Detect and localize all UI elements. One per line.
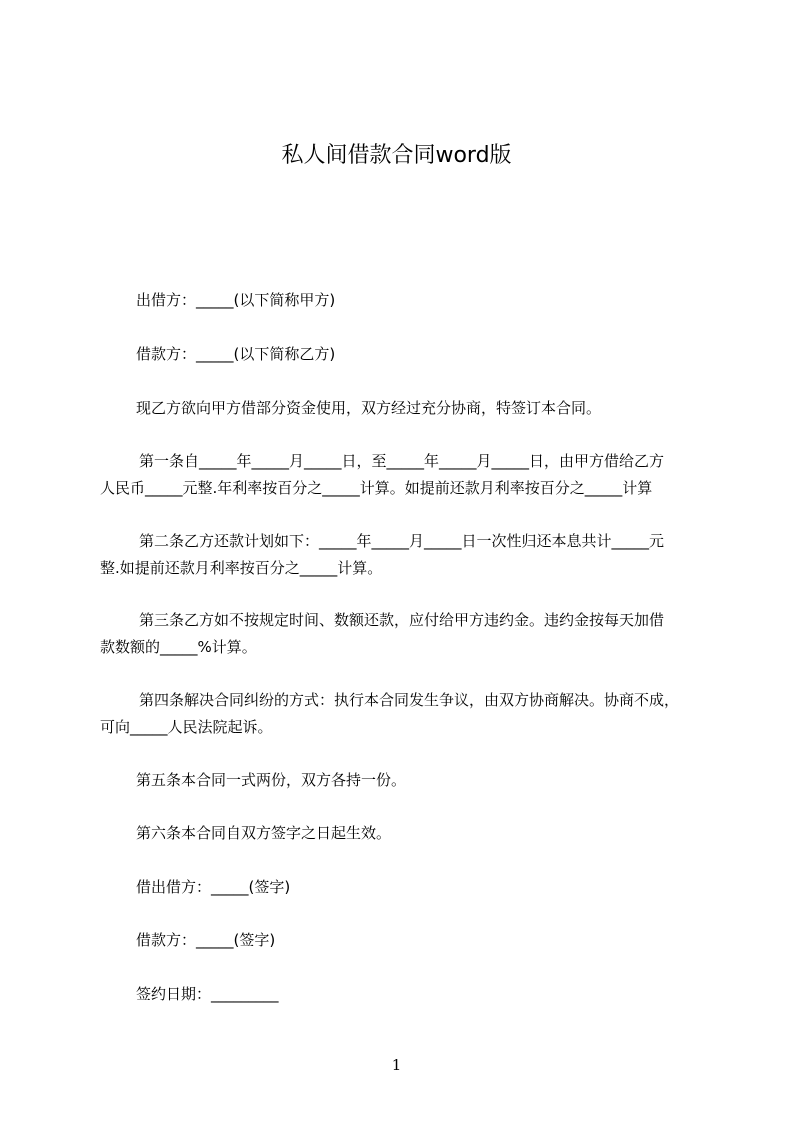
borrower-signature-line: 借款方：_____(签字) bbox=[136, 931, 276, 949]
article-5-paragraph: 第五条本合同一式两份，双方各持一份。 bbox=[136, 771, 407, 789]
article-3-paragraph bbox=[100, 607, 710, 661]
article-3-line-2: 款数额的_____%计算。 bbox=[100, 638, 257, 656]
article-6-paragraph: 第六条本合同自双方签字之日起生效。 bbox=[136, 824, 392, 842]
article-1-line-1: 第一条自_____年_____月_____日，至_____年_____月_____日，由甲方借给乙方 bbox=[139, 452, 665, 470]
article-1-paragraph bbox=[100, 448, 710, 502]
article-1-line-2: 人民币_____元整.年利率按百分之_____计算。如提前还款月利率按百分之_____计算 bbox=[100, 479, 653, 497]
borrower-line: 借款方：_____(以下简称乙方) bbox=[136, 345, 336, 363]
lender-line: 出借方：_____(以下简称甲方) bbox=[136, 291, 336, 309]
signing-date-line: 签约日期：_________ bbox=[136, 985, 279, 1003]
article-4-paragraph bbox=[100, 687, 710, 741]
document-title: 私人间借款合同word版 bbox=[281, 143, 512, 168]
article-4-line-1: 第四条解决合同纠纷的方式：执行本合同发生争议，由双方协商解决。协商不成， bbox=[139, 691, 680, 709]
article-3-line-1: 第三条乙方如不按规定时间、数额还款，应付给甲方违约金。违约金按每天加借 bbox=[139, 611, 665, 629]
preamble-paragraph: 现乙方欲向甲方借部分资金使用，双方经过充分协商，特签订本合同。 bbox=[136, 399, 602, 417]
page-number: 1 bbox=[391, 1056, 402, 1074]
article-2-paragraph bbox=[100, 528, 710, 582]
article-2-line-1: 第二条乙方还款计划如下：_____年_____月_____日一次性归还本息共计_____元 bbox=[139, 532, 665, 550]
article-2-line-2: 整.如提前还款月利率按百分之_____计算。 bbox=[100, 559, 383, 577]
article-4-line-2: 可向_____人民法院起诉。 bbox=[100, 718, 273, 736]
lender-signature-line: 借出借方：_____(签字) bbox=[136, 878, 291, 896]
